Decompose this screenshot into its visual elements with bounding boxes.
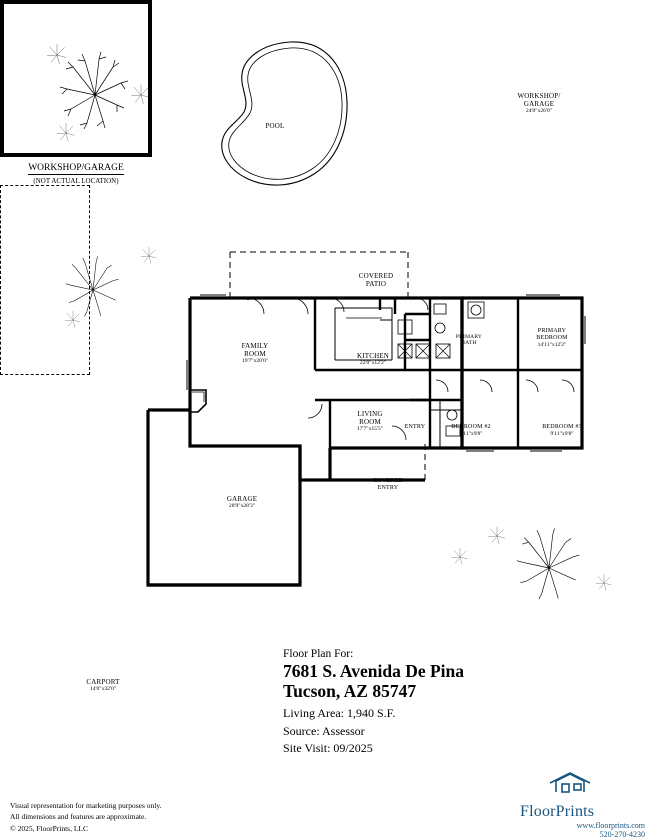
disclaimer-line-1: Visual representation for marketing purposes only. [10,801,162,810]
carport-label: CARPORT 14'0"x32'0" [86,678,120,693]
workshop-garage-outline [0,0,152,157]
room-label-garage: GARAGE 28'9"x28'3" [226,495,258,510]
room-label-primary-bath: PRIMARY BATH [455,334,483,347]
brand-name: FloorPrints [520,803,595,820]
room-label-family-room: FAMILY ROOM 19'7"x20'0" [241,342,269,365]
room-label-covered-patio: COVERED PATIO [358,272,394,289]
disclaimer-line-2: All dimensions and features are approximate. [10,812,147,822]
room-label-entry: ENTRY [404,424,426,430]
copyright-line: © 2025, FloorPrints, LLC [10,823,88,833]
disclaimer [10,800,240,834]
pool-shape [196,36,376,196]
pool-label: POOL [265,122,285,130]
title-block [283,648,613,757]
property-address-line-2: Tucson, AZ 85747 [283,680,417,701]
workshop-garage-label: WORKSHOP/ GARAGE 24'0"x26'0" [517,92,561,115]
room-label-primary-bedroom: PRIMARY BEDROOM 14'11"x12'2" [536,328,568,348]
property-address-line-1: 7681 S. Avenida De Pina [283,661,465,681]
title-block-label: Floor Plan For: [283,648,354,660]
workshop-garage-caption: WORKSHOP/GARAGE (NOT ACTUAL LOCATION) [28,163,124,185]
site-visit-row: Site Visit: 09/2025 [283,740,373,755]
room-label-kitchen: KITCHEN 22'0"x12'2" [356,352,390,367]
room-label-bedroom-3: BEDROOM #3 9'11"x9'8" [542,424,582,437]
house-roof-icon [520,772,645,798]
carport-outline [0,185,90,375]
logo-website: www.floorprints.com [576,821,645,830]
source-row: Source: Assessor [283,723,365,738]
floorprints-logo[interactable] [520,772,645,839]
living-area-row: Living Area: 1,940 S.F. [283,706,396,721]
room-label-living-room: LIVING ROOM 17'7"x15'5" [356,410,384,433]
room-label-bedroom-2: BEDROOM #2 9'11"x9'8" [451,424,491,437]
room-label-covered-entry: COVERED ENTRY [373,478,403,491]
logo-phone: 520-270-4230 [599,830,645,839]
